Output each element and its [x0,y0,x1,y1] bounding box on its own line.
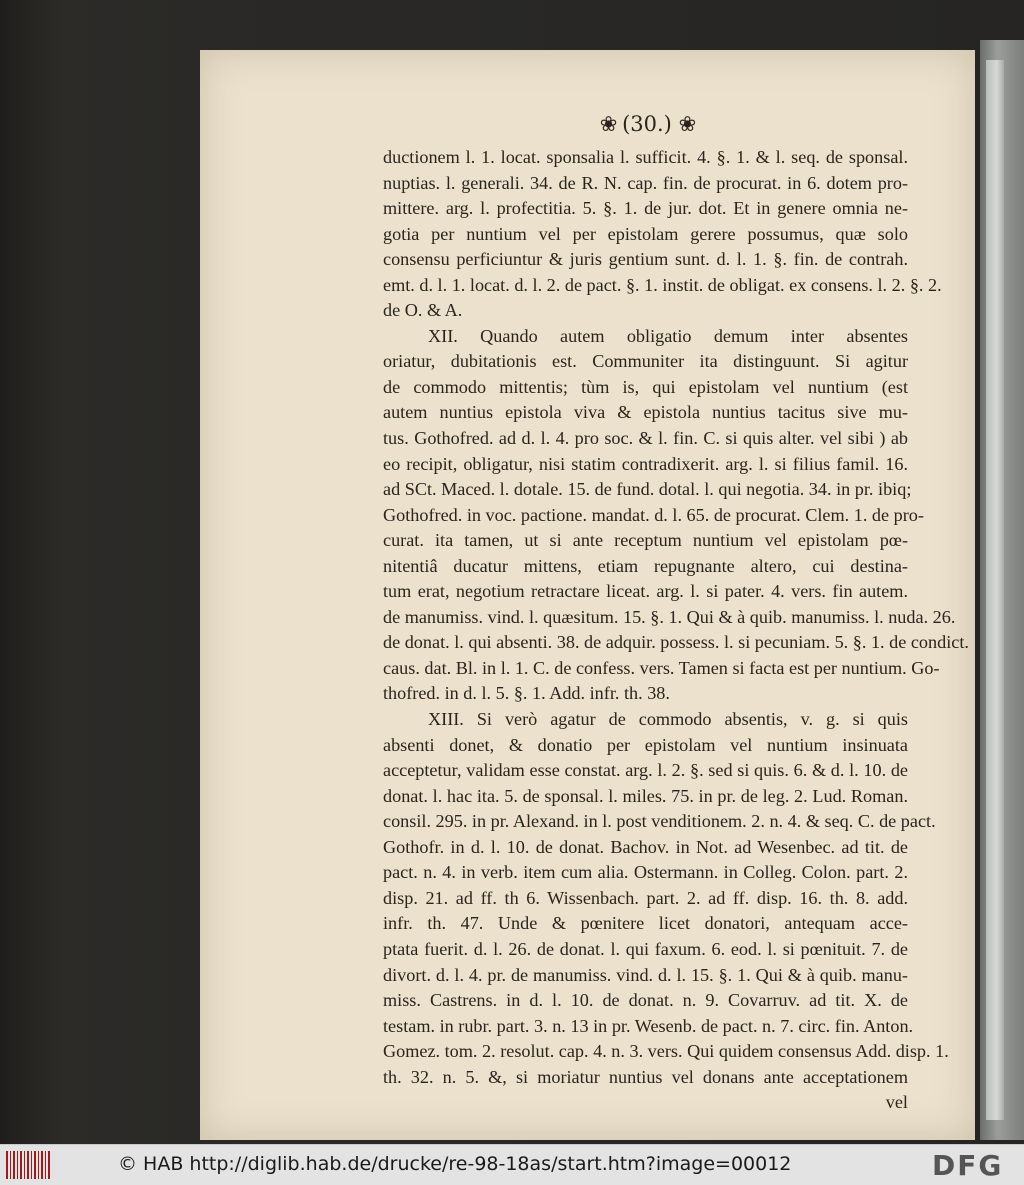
text-line: Gomez. tom. 2. resolut. cap. 4. n. 3. vers. Qui quidem consensus Add. disp. 1. [383,1041,949,1062]
text-line: Gothofred. in voc. pactione. mandat. d. l. 65. de procurat. Clem. 1. de pro- [383,504,924,525]
text-line: nuptias. l. generali. 34. de R. N. cap. fin. de procurat. in 6. dotem pro- [383,172,908,193]
text-line: ad SCt. Maced. l. dotale. 15. de fund. dotal. l. qui negotia. 34. in pr. ibiq; [383,479,912,500]
text-line: consil. 295. in pr. Alexand. in l. post venditionem. 2. n. 4. & seq. C. de pact. [383,811,936,832]
text-line: de donat. l. qui absenti. 38. de adquir. possess. l. si pecuniam. 5. §. 1. de condict. [383,632,969,653]
text-line: miss. Castrens. in d. l. 10. de donat. n. 9. Covarruv. ad tit. X. de [383,990,908,1011]
text-line: oriatur, dubitationis est. Communiter ita distinguunt. Si agitur [383,351,908,372]
page-header [582,112,712,142]
text-line: nitentiâ ducatur mittens, etiam repugnante altero, cui destina- [383,555,908,576]
book-edge [980,40,1024,1140]
text-line: de commodo mittentis; tùm is, qui epistolam vel nuntium (est [383,376,908,397]
text-line: th. 32. n. 5. &, si moriatur nuntius vel donans ante acceptationem [383,1066,908,1087]
text-line: emt. d. l. 1. locat. d. l. 2. de pact. §. 1. instit. de obligat. ex consens. l. 2. §. 2. [383,274,942,295]
text-line: Gothofr. in d. l. 10. de donat. Bachov. in Not. ad Wesenbec. ad tit. de [383,836,908,857]
text-line: consensu perficiuntur & juris gentium sunt. d. l. 1. §. fin. de contrah. [383,249,908,270]
text-line: thofred. in d. l. 5. §. 1. Add. infr. th. 38. [383,683,670,704]
text-line: caus. dat. Bl. in l. 1. C. de confess. vers. Tamen si facta est per nuntium. Go- [383,657,940,678]
text-line: pact. n. 4. in verb. item cum alia. Ostermann. in Colleg. Colon. part. 2. [383,862,908,883]
section-heading-line: XIII. Si verò agatur de commodo absentis, v. g. si quis [428,709,908,730]
ornament-left-icon: ❀ [599,112,616,136]
section-heading-line: XII. Quando autem obligatio demum inter absentes [428,325,908,346]
viewer-footer [0,1144,1024,1185]
barcode-icon [6,1151,50,1179]
text-line: testam. in rubr. part. 3. n. 13 in pr. Wesenb. de pact. n. 7. circ. fin. Anton. [383,1015,914,1036]
text-line: mittere. arg. l. profectitia. 5. §. 1. de jur. dot. Et in genere omnia ne- [383,198,908,219]
ornament-right-icon: ❀ [678,112,695,136]
text-line: gotia per nuntium vel per epistolam gerere possumus, quæ solo [383,223,908,244]
text-line: autem nuntius epistola viva & epistola nuntius tacitus sive mu- [383,402,908,423]
text-line: de O. & A. [383,300,463,321]
text-line: divort. d. l. 4. pr. de manumiss. vind. d. l. 15. §. 1. Qui & à quib. manu- [383,964,908,985]
text-line: disp. 21. ad ff. th 6. Wissenbach. part. 2. ad ff. disp. 16. th. 8. add. [383,887,908,908]
text-line: tum erat, negotium retractare liceat. arg. l. si pater. 4. vers. fin autem. [383,581,908,602]
text-line: absenti donet, & donatio per epistolam vel nuntium insinuata [383,734,908,755]
catchword: vel [885,1092,908,1113]
dfg-logo: DFG [932,1149,1004,1182]
text-line: ptata fuerit. d. l. 26. de donat. l. qui faxum. 6. eod. l. si pœnituit. 7. de [383,938,908,959]
text-line: donat. l. hac ita. 5. de sponsal. l. miles. 75. in pr. de leg. 2. Lud. Roman. [383,785,908,806]
text-line: infr. th. 47. Unde & pœnitere licet donatori, antequam acce- [383,913,908,934]
text-line: tus. Gothofred. ad d. l. 4. pro soc. & l. fin. C. si quis alter. vel sibi ) ab [383,428,908,449]
text-line: de manumiss. vind. l. quæsitum. 15. §. 1. Qui & à quib. manumiss. l. nuda. 26. [383,606,956,627]
page-number: (30.) [622,112,672,136]
text-line: ductionem l. 1. locat. sponsalia l. sufficit. 4. §. 1. & l. seq. de sponsal. [383,147,908,167]
text-line: eo recipit, obligatur, nisi statim contradixerit. arg. l. si filius famil. 16. [383,453,908,474]
copyright-link[interactable]: © HAB http://diglib.hab.de/drucke/re-98-18as/start.htm?image=00012 [118,1153,792,1175]
text-line: acceptetur, validam esse constat. arg. l. 2. §. sed si quis. 6. & d. l. 10. de [383,760,908,781]
page-body-text [383,145,969,1116]
text-line: curat. ita tamen, ut si ante receptum nuntium vel epistolam pœ- [383,530,908,551]
